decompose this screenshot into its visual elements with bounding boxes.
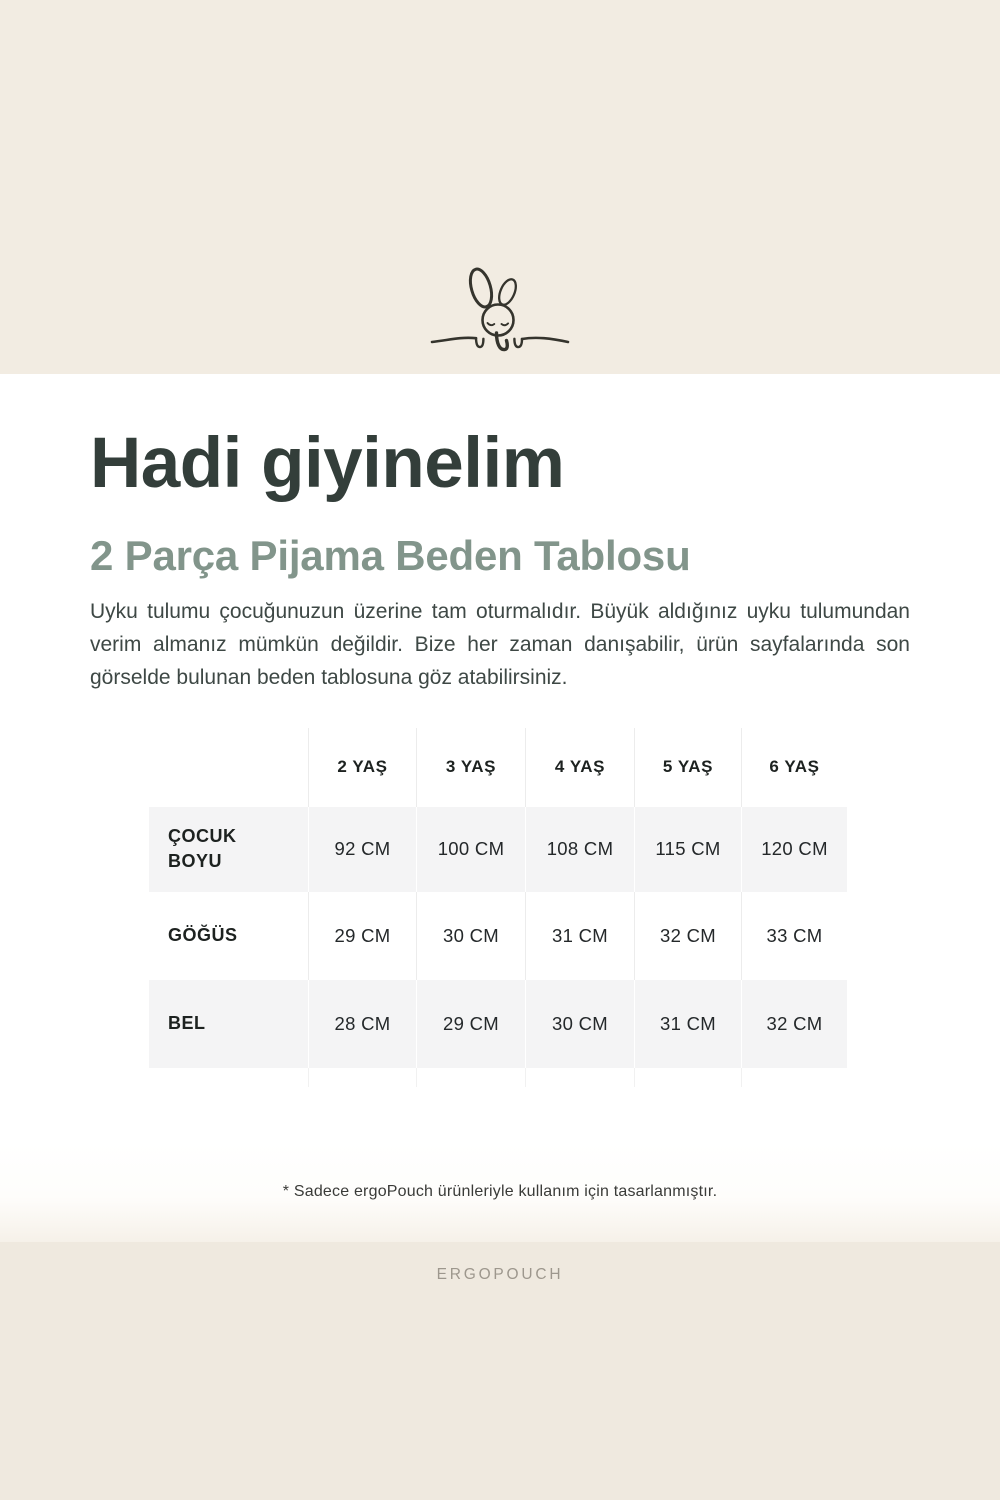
size-table-cell: 100 CM [416, 807, 525, 892]
size-table-cell: 120 CM [741, 807, 847, 892]
description-paragraph: Uyku tulumu çocuğunuzun üzerine tam oturmalıdır. Büyük aldığınız uyku tulumundan verim almanız mümkün değildir. Bize her zaman danışabilir, ürün sayfalarında son görselde bulunan beden tablosuna göz atabilirsiniz. [90, 599, 910, 689]
size-table-stub-cell [741, 1068, 847, 1087]
size-table-cell: 30 CM [416, 892, 525, 980]
size-table-cell: 32 CM [634, 892, 741, 980]
size-table-cell: 92 CM [308, 807, 416, 892]
size-table-column-header: 4 YAŞ [525, 728, 634, 807]
page-subtitle: 2 Parça Pijama Beden Tablosu [90, 532, 691, 580]
brand-wordmark: ERGOPOUCH [436, 1266, 564, 1283]
size-table-column-header: 2 YAŞ [308, 728, 416, 807]
size-table-cell: 30 CM [525, 980, 634, 1068]
size-table-cell: 31 CM [634, 980, 741, 1068]
size-table-stub-cell [634, 1068, 741, 1087]
size-table-corner-cell [149, 728, 308, 807]
size-table-stub-cell [308, 1068, 416, 1087]
size-table-row-label: BEL [149, 980, 308, 1068]
size-table-row-label: GÖĞÜS [168, 925, 238, 946]
size-table-stub-cell [416, 1068, 525, 1087]
size-table-stub-cell [525, 1068, 634, 1087]
footnote-text: * Sadece ergoPouch ürünleriyle kullanım için tasarlanmıştır. [282, 1183, 718, 1200]
size-table-cell: 31 CM [525, 892, 634, 980]
footer [0, 1242, 1000, 1500]
size-table-column-header: 5 YAŞ [634, 728, 741, 807]
size-table-cell: 28 CM [308, 980, 416, 1068]
size-table-row-label: ÇOCUK BOYU [149, 807, 308, 892]
size-table-stub-cell [149, 1068, 308, 1087]
page-title: Hadi giyinelim [90, 424, 565, 503]
size-table-cell: 108 CM [525, 807, 634, 892]
size-table-column-header: 3 YAŞ [416, 728, 525, 807]
ergopouch-bunny-logo-icon [430, 254, 570, 364]
size-table-cell: 33 CM [741, 892, 847, 980]
size-table-cell: 29 CM [308, 892, 416, 980]
size-table-column-header: 6 YAŞ [741, 728, 847, 807]
size-table [149, 728, 847, 1087]
size-table-cell: 32 CM [741, 980, 847, 1068]
content-section [0, 426, 1000, 1142]
hero-banner [0, 0, 1000, 374]
footnote-section [0, 1142, 1000, 1242]
size-table-cell: 29 CM [416, 980, 525, 1068]
size-table-cell: 115 CM [634, 807, 741, 892]
